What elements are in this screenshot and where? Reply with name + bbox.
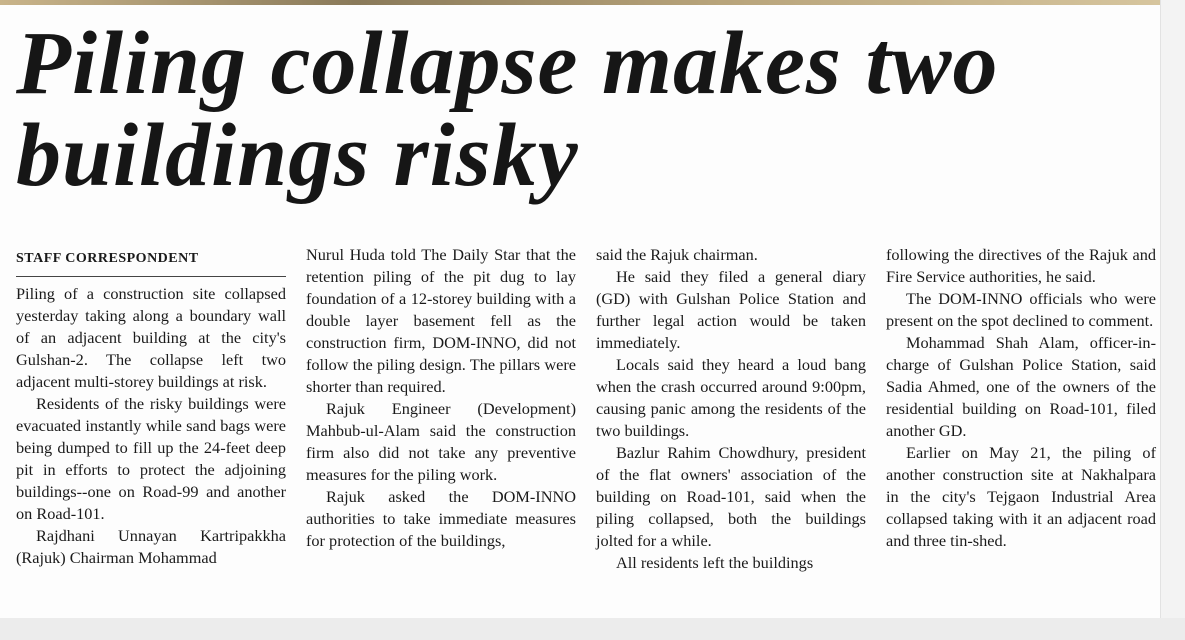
paragraph: Rajuk Engineer (Development) Mahbub-ul-Alam said the construction firm also did not take any preventive measures for the piling work. — [306, 399, 576, 484]
paragraph: Rajuk asked the DOM-INNO authorities to take immediate measures for protection of the buildings, — [306, 487, 576, 550]
paragraph: All residents left the buildings — [616, 553, 814, 572]
paragraph: He said they filed a general diary (GD) with Gulshan Police Station and further legal action would be taken immediately. — [596, 267, 866, 352]
article-body — [16, 244, 1158, 599]
page-edge-bottom — [0, 618, 1185, 640]
article-column-4 — [886, 244, 1156, 599]
paragraph: Residents of the risky buildings were evacuated instantly while sand bags were being dumped to fill up the 24-feet deep pit in efforts to protect the adjoining buildings--one on Road-99 and another on Road-101. — [16, 394, 286, 523]
paragraph: said the Rajuk chairman. — [596, 245, 758, 264]
article-column-2 — [306, 244, 576, 599]
paragraph: Rajdhani Unnayan Kartripakkha (Rajuk) Chairman Mohammad — [16, 526, 286, 567]
paragraph: Earlier on May 21, the piling of another construction site at Nakhalpara in the city's Tejgaon Industrial Area collapsed taking with it an adjacent road and three tin-shed. — [886, 443, 1156, 550]
paragraph: following the directives of the Rajuk and Fire Service authorities, he said. — [886, 245, 1156, 286]
photo-strip-edge — [0, 0, 1185, 5]
paragraph: Locals said they heard a loud bang when the crash occurred around 9:00pm, causing panic among the residents of the two buildings. — [596, 355, 866, 440]
article-headline: Piling collapse makes two buildings risky — [16, 14, 999, 205]
paragraph: Bazlur Rahim Chowdhury, president of the flat owners' association of the building on Road-101, said when the piling collapsed, both the buildings jolted for a while. — [596, 443, 866, 550]
article-column-3 — [596, 244, 866, 599]
paragraph: Nurul Huda told The Daily Star that the retention piling of the pit dug to lay foundation of a 12-storey building with a double layer basement fell as the construction firm, DOM-INNO, did not follow the piling design. The pillars were shorter than required. — [306, 245, 576, 396]
paragraph: Piling of a construction site collapsed yesterday taking along a boundary wall of an adjacent building at the city's Gulshan-2. The collapse left two adjacent multi-storey buildings at risk. — [16, 284, 286, 391]
paragraph: The DOM-INNO officials who were present on the spot declined to comment. — [886, 289, 1156, 330]
byline: STAFF CORRESPONDENT — [16, 244, 286, 277]
article-column-1 — [16, 244, 286, 599]
paragraph: Mohammad Shah Alam, officer-in-charge of Gulshan Police Station, said Sadia Ahmed, one of the owners of the residential building on Road-101, filed another GD. — [886, 333, 1156, 440]
